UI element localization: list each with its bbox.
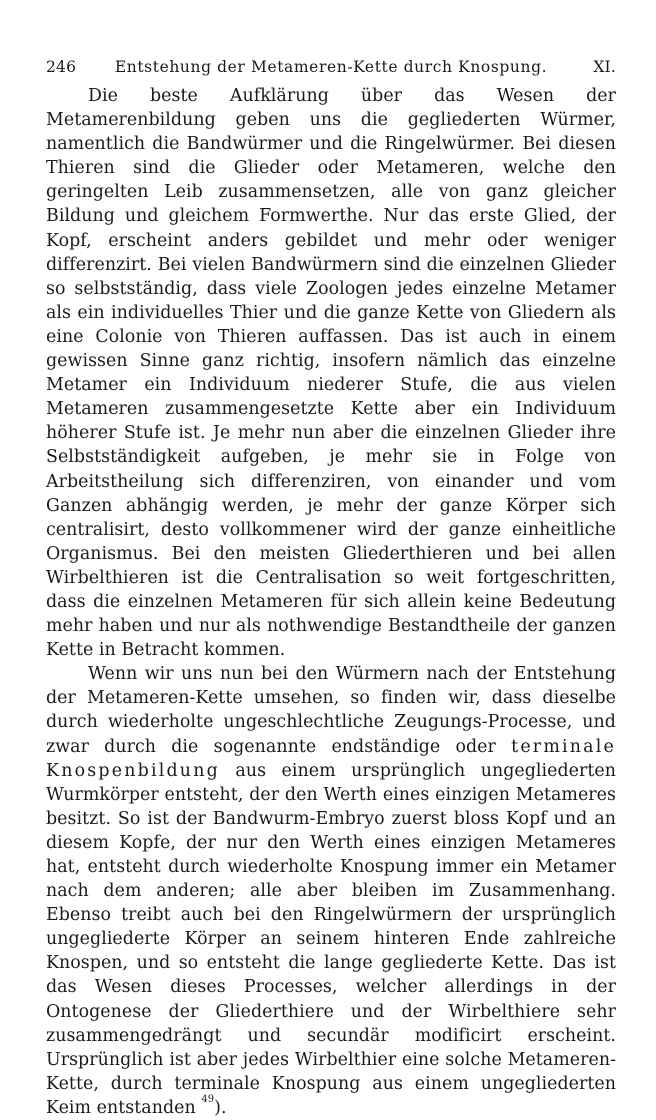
paragraph-metameren-bildung: Die beste Aufklärung über das Wesen der Metamerenbildung geben uns die gegliederten Würmer, namentlich die Bandwürmer und die Ringelwürmer. Bei diesen Thieren sind die Glieder oder Metameren, welche den geringelten Leib zusammensetzen, alle von ganz gleicher Bildung und gleichem Formwerthe. Nur das erste Glied, der Kopf, erscheint anders gebildet und mehr oder weniger differenzirt. Bei vielen Bandwürmern sind die einzelnen Glieder so selbstständig, dass viele Zoologen jedes einzelne Metamer als ein individuelles Thier und die ganze Kette von Gliedern als eine Colonie von Thieren auffassen. Das ist auch in einem gewissen Sinne ganz richtig, insofern nämlich das einzelne Metamer ein Individuum niederer Stufe, die aus vielen Metameren zusammengesetzte Kette aber ein Individuum höherer Stufe ist. Je mehr nun aber die einzelnen Glieder ihre Selbstständigkeit aufgeben, je mehr sie in Folge von Arbeitstheilung sich differenziren, von einander und vom Ganzen abhängig werden, je mehr der ganze Körper sich centralisirt, desto vollkommener wird der ganze einheitliche Organismus. Bei den meisten Gliederthieren und bei allen Wirbelthieren ist die Centralisation so weit fortgeschritten, dass die einzelnen Metameren für sich allein keine Bedeutung mehr haben und nur als nothwendige Bestandtheile der ganzen Kette in Betracht kommen.	[46, 86, 616, 661]
footnote-reference: 49	[201, 1093, 215, 1105]
paragraph-text-main: aus einem ursprünglich ungegliederten Wurmkörper entsteht, der den Werth eines einzigen Metameres besitzt. So ist der Bandwurm-Embryo zuerst bloss Kopf und an diesem Kopfe, der nur den Werth eines einzigen Metameres hat, entsteht durch wiederholte Knospung immer ein Metamer nach dem anderen; alle aber bleiben im Zusammenhang. Ebenso treibt auch bei den Ringelwürmern der ursprünglich ungegliederte Körper an seinem hinteren Ende zahlreiche Knospen, und so entsteht die lange gegliederte Kette. Das ist das Wesen dieses Processes, welcher allerdings in der Ontogenese der Gliederthiere und der Wirbelthiere sehr zusammengedrängt und secundär modificirt erscheint. Ursprünglich ist aber jedes Wirbelthier eine solche Metameren-Kette, durch terminale Knospung aus einem ungegliederten Keim entstanden	[46, 760, 616, 1118]
chapter-number: XI.	[593, 58, 616, 76]
paragraph-text-start: Wenn wir uns nun bei den Würmern nach der Entstehung der Metameren-Kette umsehen, so finden wir, dass dieselbe durch wiederholte ungeschlechtliche Zeugungs-Processe, und zwar durch die sogenannte endständige oder	[46, 664, 616, 757]
running-title: Entstehung der Metameren-Kette durch Knospung.	[114, 58, 548, 76]
paragraph-text-end: ).	[214, 1097, 227, 1118]
page-number: 246	[46, 58, 77, 76]
spaced-emphasis: terminale Knospenbildung	[46, 736, 616, 781]
paragraph-knospung	[46, 662, 616, 1120]
page-header	[46, 58, 616, 76]
